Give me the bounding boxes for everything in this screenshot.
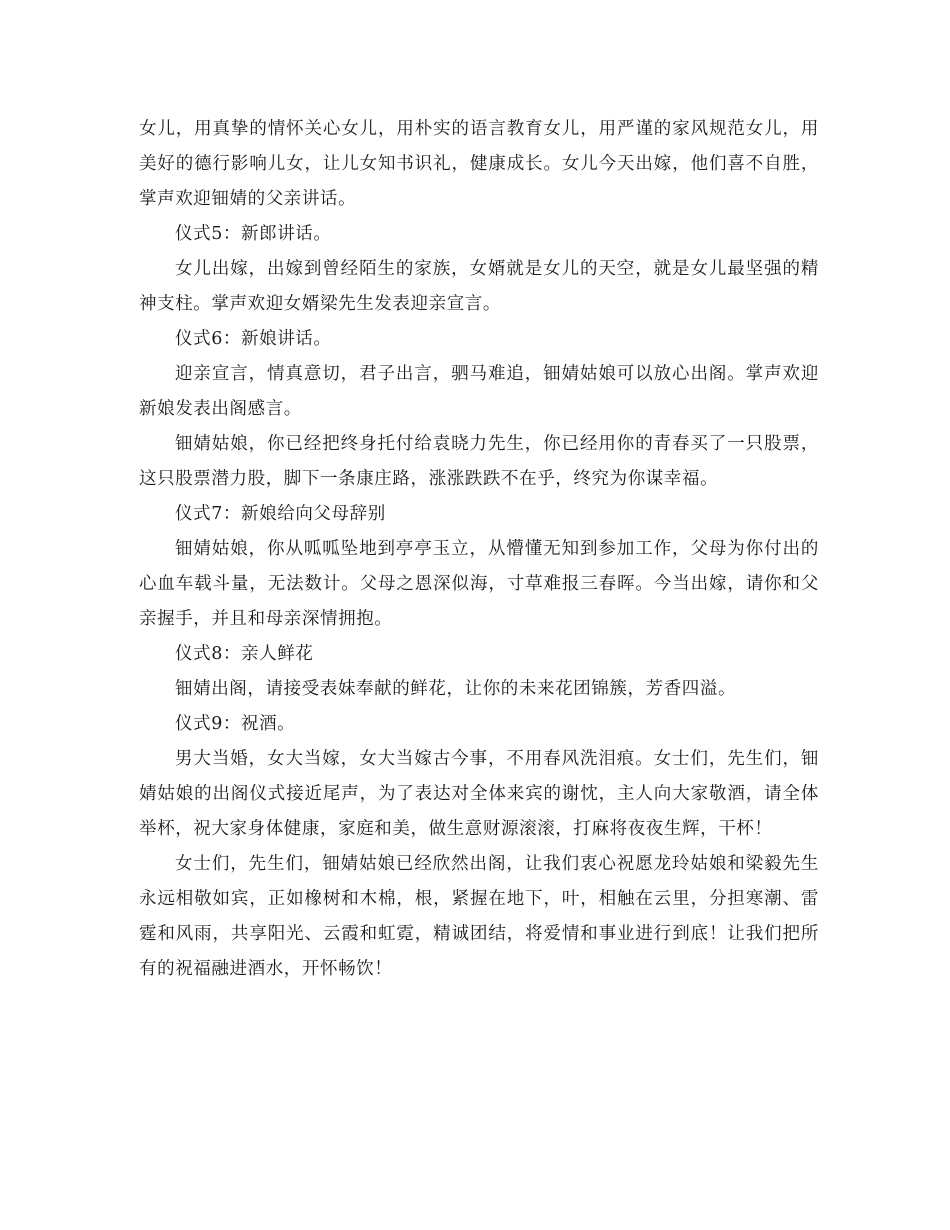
paragraph: 男大当婚，女大当嫁，女大当嫁古今事，不用春风洗泪痕。女士们，先生们，钿婧姑娘的出阁仪式接近尾声，为了表达对全体来宾的谢忱，主人向大家敬酒，请全体举杯，祝大家身体健康，家庭和美，做生意财源滚滚，打麻将夜夜生辉，干杯！	[139, 749, 819, 839]
document-body	[139, 112, 819, 987]
paragraph: 女儿，用真挚的情怀关心女儿，用朴实的语言教育女儿，用严谨的家风规范女儿，用美好的德行影响儿女，让儿女知书识礼，健康成长。女儿今天出嫁，他们喜不自胜，掌声欢迎钿婧的父亲讲话。	[139, 119, 819, 209]
paragraph: 女儿出嫁，出嫁到曾经陌生的家族，女婿就是女儿的天空，就是女儿最坚强的精神支柱。掌声欢迎女婿梁先生发表迎亲宣言。	[139, 259, 819, 314]
ceremony-heading: 仪式8：亲人鲜花	[175, 644, 314, 664]
paragraph: 钿婧姑娘，你从呱呱坠地到亭亭玉立，从懵懂无知到参加工作，父母为你付出的心血车载斗量，无法数计。父母之恩深似海，寸草难报三春晖。今当出嫁，请你和父亲握手，并且和母亲深情拥抱。	[139, 539, 819, 629]
paragraph: 女士们，先生们，钿婧姑娘已经欣然出阁，让我们衷心祝愿龙玲姑娘和梁毅先生永远相敬如宾，正如橡树和木棉，根，紧握在地下，叶，相触在云里，分担寒潮、雷霆和风雨，共享阳光、云霞和虹霓，精诚团结，将爱情和事业进行到底！让我们把所有的祝福融进酒水，开怀畅饮！	[139, 854, 819, 979]
paragraph: 钿婧出阁，请接受表妹奉献的鲜花，让你的未来花团锦簇，芳香四溢。	[175, 679, 737, 699]
ceremony-heading: 仪式7：新娘给向父母辞别	[175, 504, 386, 524]
ceremony-heading: 仪式6：新娘讲话。	[175, 329, 332, 349]
paragraph: 迎亲宣言，情真意切，君子出言，驷马难追，钿婧姑娘可以放心出阁。掌声欢迎新娘发表出阁感言。	[139, 364, 819, 419]
paragraph: 钿婧姑娘，你已经把终身托付给袁晓力先生，你已经用你的青春买了一只股票，这只股票潜力股，脚下一条康庄路，涨涨跌跌不在乎，终究为你谋幸福。	[139, 434, 819, 489]
ceremony-heading: 仪式9：祝酒。	[175, 714, 296, 734]
ceremony-heading: 仪式5：新郎讲话。	[175, 224, 332, 244]
